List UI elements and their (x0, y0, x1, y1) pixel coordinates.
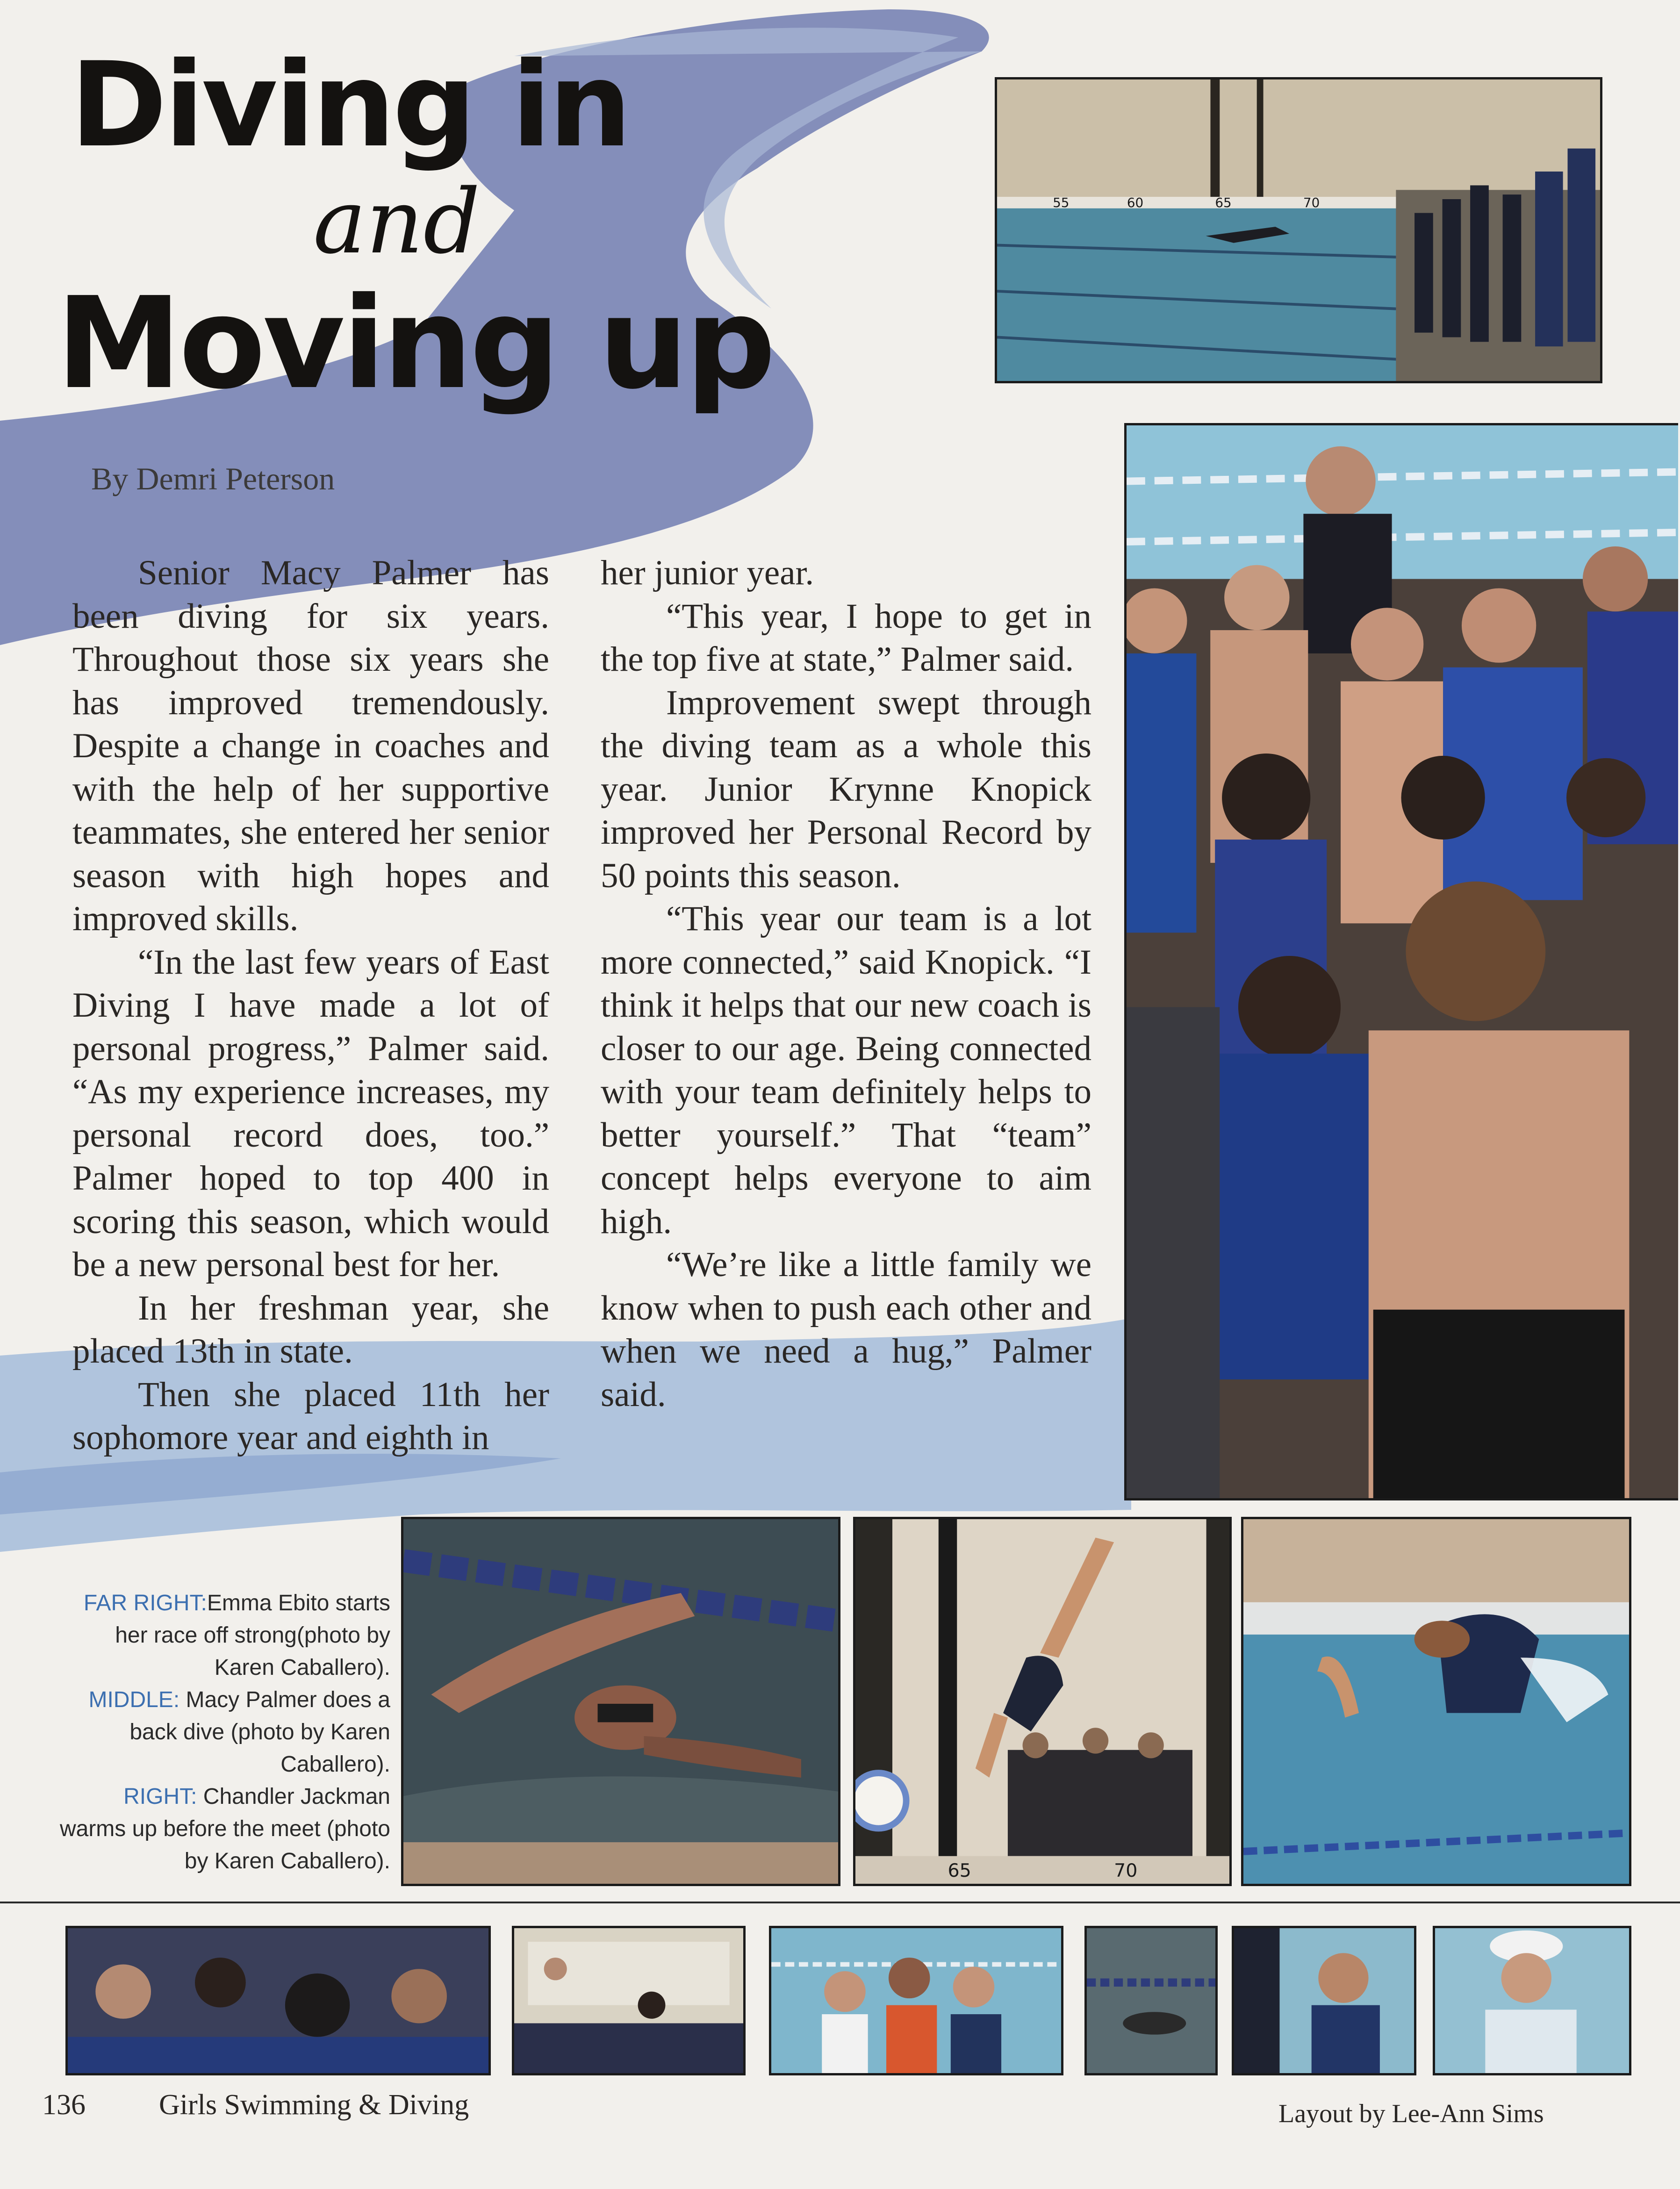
title-line-3: Moving up (56, 270, 773, 417)
pool-marker: 55 (1053, 194, 1070, 210)
paragraph: “We’re like a little family we know when to push each other and when we need a hug,” Palmer said. (601, 1245, 1091, 1414)
photo-warm-up-dive (1241, 1517, 1631, 1886)
article-column-2 (601, 552, 1091, 1416)
pool-marker: 70 (1303, 194, 1320, 210)
photo-pool-dive (995, 77, 1602, 383)
photo-captions (56, 1587, 390, 1877)
title-line-2: and (313, 170, 481, 273)
thumbnail-photo (1084, 1926, 1218, 2075)
page-number: 136 (42, 2089, 86, 2121)
thumbnail-photo (1232, 1926, 1416, 2075)
paragraph: Improvement swept through the diving team as a whole this year. Junior Krynne Knopick improved her Personal Record by 50 points this season. (601, 683, 1091, 895)
paragraph: “This year our team is a lot more connected,” said Knopick. “I think it helps that our new coach is closer to our age. Being connected with your team definitely helps to better yourself.” That “team” concept helps everyone to aim high. (601, 899, 1091, 1241)
caption-text: Macy Palmer does a back dive (photo by Karen Caballero). (129, 1687, 390, 1777)
article-column-1 (72, 552, 549, 1460)
paragraph: Senior Macy Palmer has been diving for six years. Throughout those six years she has improved tremendously. Despite a change in coaches and with the help of her supportive teammates, she entered her senior season with high hopes and improved skills. (72, 553, 549, 938)
photo-back-dive (853, 1517, 1232, 1886)
thumbnail-photo (512, 1926, 746, 2075)
divider (0, 1902, 1680, 1903)
photo-team-crowd (1124, 423, 1678, 1500)
caption-label: RIGHT: (123, 1784, 197, 1809)
paragraph: “This year, I hope to get in the top five at state,” Palmer said. (601, 596, 1091, 679)
thumbnail-photo (1433, 1926, 1631, 2075)
pool-marker: 65 (948, 1860, 971, 1882)
title-line-1: Diving in (70, 37, 629, 173)
byline: By Demri Peterson (91, 461, 335, 496)
section-title: Girls Swimming & Diving (159, 2089, 469, 2121)
pool-marker: 60 (1127, 194, 1144, 210)
photo-freestyle-swimmer (401, 1517, 840, 1886)
pool-marker: 70 (1114, 1860, 1138, 1882)
paragraph: In her freshman year, she placed 13th in state. (72, 1288, 549, 1371)
caption-label: FAR RIGHT: (83, 1591, 207, 1615)
caption-text: Emma Ebito starts her race off strong(photo by Karen Caballero). (115, 1591, 390, 1680)
caption-text: Chandler Jackman warms up before the meet (photo by Karen Caballero). (59, 1784, 390, 1873)
pool-marker: 65 (1215, 194, 1232, 210)
thumbnail-photo (769, 1926, 1063, 2075)
thumbnail-photo (65, 1926, 491, 2075)
caption-label: MIDDLE: (88, 1687, 180, 1712)
paragraph: Then she placed 11th her sophomore year and eighth in (72, 1375, 549, 1457)
paragraph: “In the last few years of East Diving I have made a lot of personal progress,” Palmer said. “As my experience increases, my personal record does, too.” Palmer hoped to top 400 in scoring this season, which would be a new personal best for her. (72, 942, 549, 1284)
paragraph: her junior year. (601, 553, 814, 592)
layout-credit: Layout by Lee-Ann Sims (1278, 2099, 1544, 2128)
